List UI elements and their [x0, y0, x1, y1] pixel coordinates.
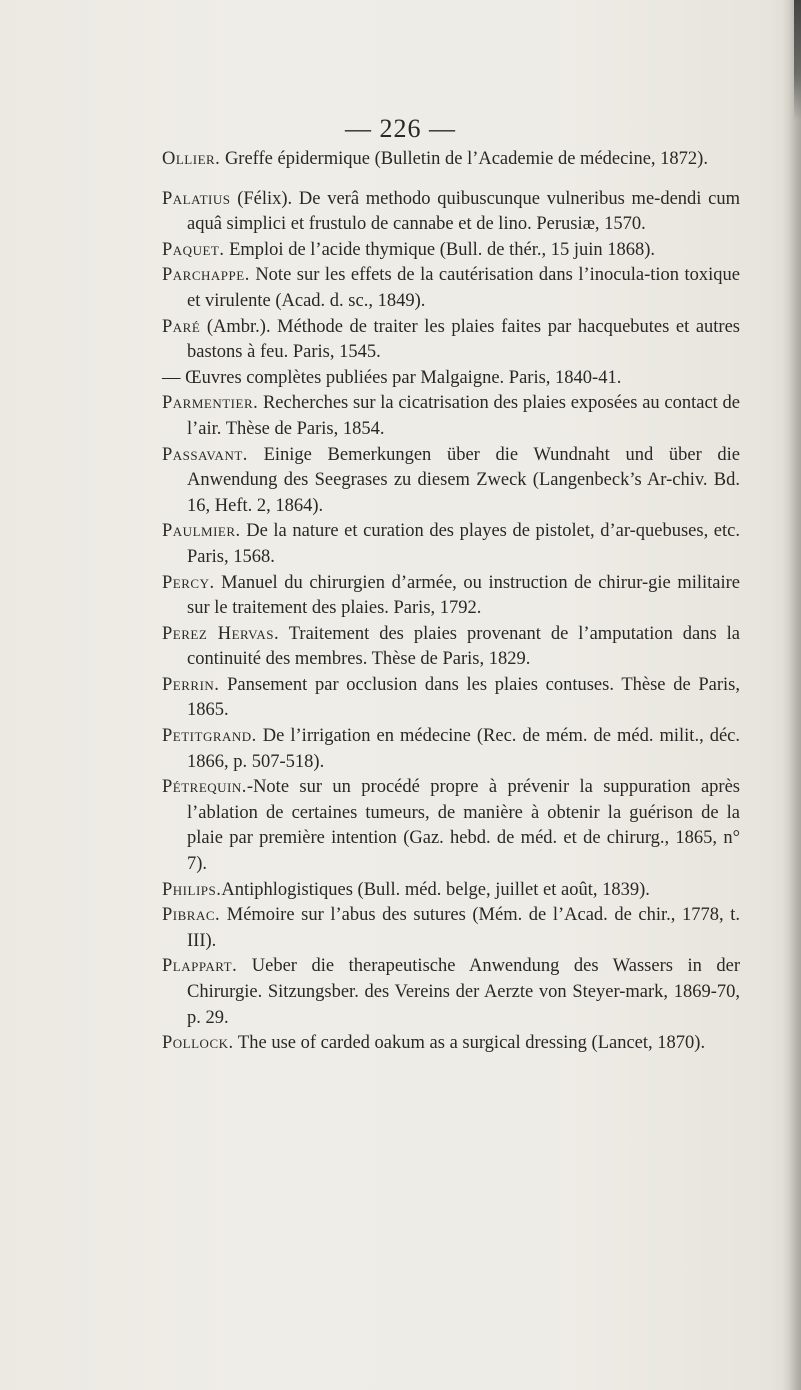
bibliography-list — [162, 147, 740, 1057]
bibliography-entry — [162, 878, 740, 904]
bibliography-entry — [162, 622, 740, 673]
bibliography-entry — [162, 571, 740, 622]
bibliography-entry — [162, 954, 740, 1031]
page-number: — 226 — — [345, 114, 456, 143]
bibliography-entry — [162, 366, 740, 392]
entry-text: De la nature et curation des playes de pistolet, d’ar-quebuses, etc. Paris, 1568. — [187, 521, 740, 567]
author-name: Paquet. — [162, 239, 225, 260]
author-name: Ollier. — [162, 149, 221, 169]
entry-text: De l’irrigation en médecine (Rec. de mém. de méd. milit., déc. 1866, p. 507-518). — [187, 726, 740, 772]
author-name: Plappart. — [162, 956, 238, 977]
author-name: Pollock. — [162, 1033, 234, 1054]
bibliography-entry — [162, 238, 740, 264]
entry-text: Traitement des plaies provenant de l’amputation dans la continuité des membres. Thèse de Paris, 1829. — [187, 623, 741, 670]
bibliography-entry — [162, 903, 740, 954]
bibliography-entry — [162, 315, 740, 366]
entry-text: Antiphlogistiques (Bull. méd. belge, juillet et août, 1839). — [221, 879, 650, 900]
page-edge-shadow — [794, 0, 801, 120]
author-name: Percy. — [162, 572, 215, 593]
entry-text: (Ambr.). Méthode de traiter les plaies faites par hacquebutes et autres bastons à feu. Paris, 1545. — [187, 316, 740, 363]
bibliography-entry — [162, 724, 740, 775]
bibliography-entry — [162, 187, 740, 238]
entry-text: -Note sur un procédé propre à prévenir la suppuration après l’ablation de certaines tumeurs, de manière à obtenir la guérison de la plaie par première intention (Gaz. hebd. de méd. et de chirurg., 1865, n° 7). — [187, 777, 740, 875]
author-name: Perez Hervas. — [162, 623, 280, 644]
bibliography-entry — [162, 673, 740, 724]
entry-text: Note sur les effets de la cautérisation dans l’inocula-tion toxique et virulente (Acad. d. sc., 1849). — [187, 265, 740, 311]
author-name: Parchappe. — [162, 265, 250, 286]
bibliography-entry — [162, 263, 740, 314]
entry-text: Mémoire sur l’abus des sutures (Mém. de l’Acad. de chir., 1778, t. III). — [187, 905, 740, 951]
author-name: Palatius — [162, 188, 231, 209]
author-name: Paré — [162, 316, 201, 337]
author-name: Philips. — [162, 879, 222, 900]
entry-text: Recherches sur la cicatrisation des plaies exposées au contact de l’air. Thèse de Paris, 1854. — [187, 393, 740, 439]
entry-text: Einige Bemerkungen über die Wundnaht und über die Anwendung des Seegrases zu diesem Zweck (Langenbeck’s Ar-chiv. Bd. 16, Heft. 2, 1864). — [187, 444, 740, 516]
entry-text: Manuel du chirurgien d’armée, ou instruction de chirur-gie militaire sur le traitement des plaies. Paris, 1792. — [187, 572, 740, 619]
author-name: Pétrequin. — [162, 777, 247, 798]
bibliography-entry — [162, 1031, 740, 1057]
entry-text: The use of carded oakum as a surgical dressing (Lancet, 1870). — [233, 1033, 706, 1054]
entry-text: Greffe épidermique (Bulletin de l’Academie de médecine, 1872). — [220, 149, 708, 169]
author-name: Petitgrand. — [162, 726, 257, 747]
author-name: Pibrac. — [162, 905, 221, 926]
author-name: Passavant. — [162, 444, 248, 465]
author-name: Paulmier. — [162, 521, 241, 542]
bibliography-entry — [162, 775, 740, 877]
bibliography-entry — [162, 391, 740, 442]
author-name: Perrin. — [162, 674, 220, 695]
bibliography-entry — [162, 443, 740, 520]
ditto-mark: — — [162, 367, 181, 388]
entry-text: Ueber die therapeutische Anwendung des Wassers in der Chirurgie. Sitzungsber. des Vereins der Aerzte von Steyer-mark, 1869-70, p. 29. — [187, 956, 740, 1028]
entry-text: (Félix). De verâ methodo quibuscunque vulneribus me-dendi cum aquâ simplici et frustulo de cannabe et de lino. Perusiæ, 1570. — [187, 188, 740, 235]
author-name: Parmentier. — [162, 393, 259, 414]
bibliography-entry — [162, 147, 740, 173]
entry-text: Pansement par occlusion dans les plaies contuses. Thèse de Paris, 1865. — [187, 674, 740, 721]
entry-text: Emploi de l’acide thymique (Bull. de thér., 15 juin 1868). — [224, 239, 656, 260]
page-edge — [783, 0, 801, 1390]
entry-text: Œuvres complètes publiées par Malgaigne. Paris, 1840-41. — [180, 367, 622, 388]
bibliography-entry — [162, 519, 740, 570]
